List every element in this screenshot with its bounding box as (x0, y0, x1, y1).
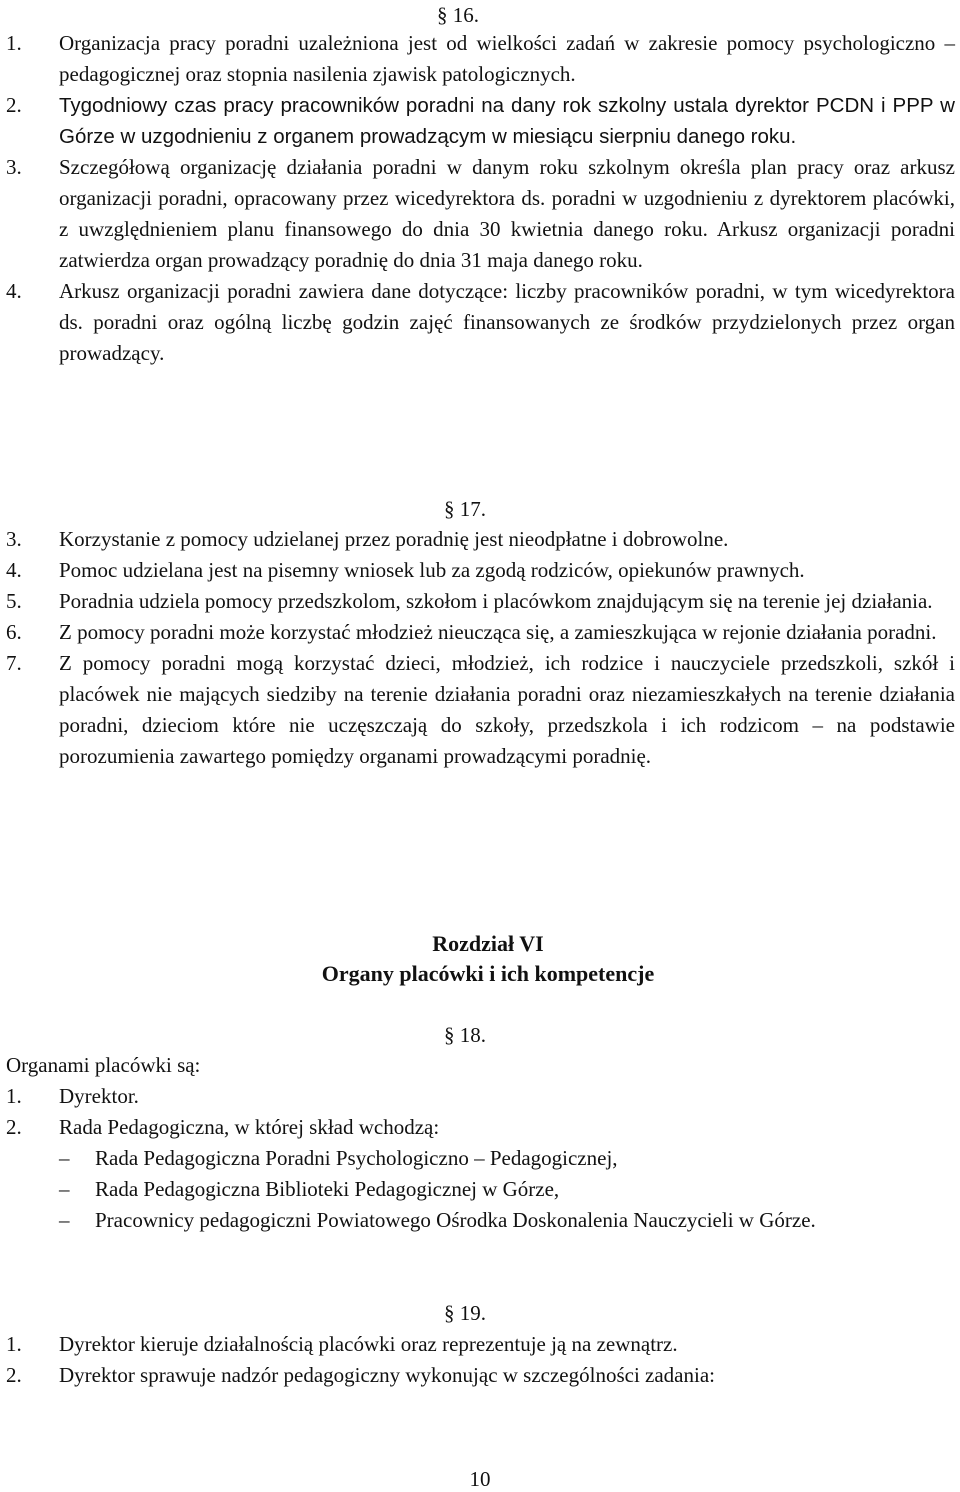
dash-item-text: Rada Pedagogiczna Poradni Psychologiczno – Pedagogicznej, (95, 1146, 618, 1170)
item-number: 1. (6, 1084, 22, 1108)
section-16-heading: § 16. (437, 3, 479, 27)
list-item (0, 152, 960, 276)
list-item (0, 648, 960, 772)
item-number: 4. (6, 279, 22, 303)
section-17-heading: § 17. (444, 497, 486, 521)
list-item (0, 524, 960, 555)
section-18-intro: Organami placówki są: (6, 1053, 201, 1077)
item-text: Szczegółową organizację działania poradni w danym roku szkolnym określa plan pracy oraz arkusz organizacji poradni, opracowany przez wicedyrektora ds. poradni w uzgodnieniu z dyrektorem placówki, z uwzględnieniem planu finansowego do dnia 30 kwietnia danego roku. Arkusz organizacji poradni zatwierdza organ prowadzący poradnię do dnia 31 maja danego roku. (59, 155, 955, 272)
item-number: 2. (6, 93, 22, 117)
dash-marker: – (59, 1146, 70, 1170)
section-19-heading: § 19. (444, 1301, 486, 1325)
page-number: 10 (469, 1467, 491, 1491)
item-text: Dyrektor kieruje działalnością placówki oraz reprezentuje ją na zewnątrz. (59, 1332, 678, 1356)
item-text: Korzystanie z pomocy udzielanej przez poradnię jest nieodpłatne i dobrowolne. (59, 527, 729, 551)
item-text: Poradnia udziela pomocy przedszkolom, szkołom i placówkom znajdującym się na terenie jej działania. (59, 589, 933, 613)
section-18-heading: § 18. (444, 1023, 486, 1047)
dash-marker: – (59, 1177, 70, 1201)
dash-item-text: Pracownicy pedagogiczni Powiatowego Ośrodka Doskonalenia Nauczycieli w Górze. (95, 1208, 816, 1232)
item-text: Tygodniowy czas pracy pracowników poradni na dany rok szkolny ustala dyrektor PCDN i PPP w Górze w uzgodnieniu z organem prowadzącym w miesiącu sierpniu danego roku. (59, 94, 955, 148)
item-number: 2. (6, 1363, 22, 1387)
item-number: 5. (6, 589, 22, 613)
chapter-subtitle: Organy placówki i ich kompetencje (321, 961, 655, 986)
item-number: 3. (6, 155, 22, 179)
dash-list-item (0, 1143, 960, 1174)
list-item (0, 1360, 960, 1391)
list-item (0, 555, 960, 586)
section-18-list (0, 1081, 960, 1236)
chapter-title: Rozdział VI (432, 931, 544, 956)
list-item (0, 1112, 960, 1143)
item-number: 4. (6, 558, 22, 582)
item-text: Dyrektor. (59, 1084, 139, 1108)
section-17-list (0, 524, 960, 772)
dash-item-text: Rada Pedagogiczna Biblioteki Pedagogicznej w Górze, (95, 1177, 560, 1201)
item-text: Dyrektor sprawuje nadzór pedagogiczny wykonując w szczególności zadania: (59, 1363, 715, 1387)
item-number: 7. (6, 651, 22, 675)
item-text: Pomoc udzielana jest na pisemny wniosek lub za zgodą rodziców, opiekunów prawnych. (59, 558, 805, 582)
list-item (0, 1329, 960, 1360)
item-number: 3. (6, 527, 22, 551)
item-text: Arkusz organizacji poradni zawiera dane dotyczące: liczby pracowników poradni, w tym wicedyrektora ds. poradni oraz ogólną liczbę godzin zajęć finansowanych ze środków przydzielonych przez organ prowadzący. (59, 279, 955, 365)
section-16-list (0, 28, 960, 369)
item-text: Organizacja pracy poradni uzależniona jest od wielkości zadań w zakresie pomocy psychologiczno – pedagogicznej oraz stopnia nasilenia zjawisk patologicznych. (59, 31, 955, 86)
list-item (0, 586, 960, 617)
dash-marker: – (59, 1208, 70, 1232)
item-number: 1. (6, 1332, 22, 1356)
item-text: Z pomocy poradni mogą korzystać dzieci, młodzież, ich rodzice i nauczyciele przedszkoli, szkół i placówek nie mających siedziby na terenie działania poradni oraz niezamieszkałych na terenie działania poradni, dzieciom które nie uczęszczają do szkoły, przedszkola i ich rodzicom – na podstawie porozumienia zawartego pomiędzy organami prowadzącymi poradnię. (59, 651, 955, 768)
list-item (0, 1081, 960, 1112)
item-number: 2. (6, 1115, 22, 1139)
item-number: 6. (6, 620, 22, 644)
section-19-list (0, 1329, 960, 1391)
list-item (0, 617, 960, 648)
dash-list-item (0, 1174, 960, 1205)
item-number: 1. (6, 31, 22, 55)
list-item (0, 276, 960, 369)
item-text: Rada Pedagogiczna, w której skład wchodzą: (59, 1115, 440, 1139)
list-item (0, 90, 960, 152)
item-text: Z pomocy poradni może korzystać młodzież nieucząca się, a zamieszkująca w rejonie działania poradni. (59, 620, 937, 644)
dash-list-item (0, 1205, 960, 1236)
list-item (0, 28, 960, 90)
